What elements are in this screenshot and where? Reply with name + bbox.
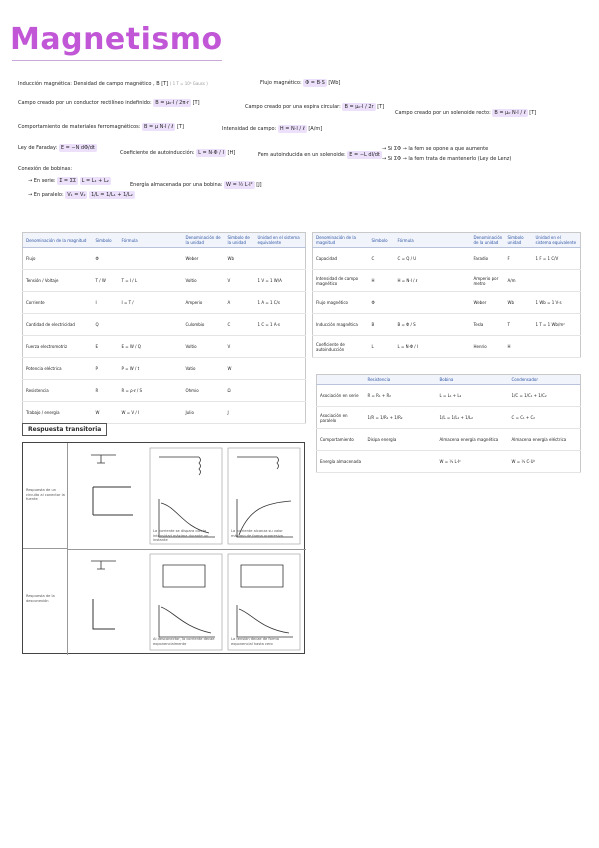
cell [533,336,581,358]
cell: Culombio [183,314,225,336]
cell: C = C₁ + C₂ [509,407,581,429]
note-faraday [18,145,97,152]
cell: L [369,336,395,358]
page-title: Magnetismo [10,22,223,57]
table-row [313,292,581,314]
faraday-text: Ley de Faraday: [18,145,58,151]
flujo-formula: Φ = B·S [305,80,325,86]
note-fem [258,152,382,159]
note-ferro [18,124,184,131]
cell: Cantidad de electricidad [23,314,93,336]
cell: C = Q / U [395,248,471,270]
cell: Voltio [183,270,225,292]
autoinduccion-unit: [H] [227,150,236,156]
cell: H [369,270,395,292]
table-units-left [22,232,306,424]
note-intensidad [222,126,322,133]
cell: B [369,314,395,336]
th-simbolo-unidad: Símbolo unidad [505,233,533,248]
note-autoinduccion [120,150,235,157]
cell [533,270,581,292]
cell: Φ [93,248,119,270]
table-row [317,429,581,451]
cell: Disipa energía [365,429,437,451]
table-row [23,380,306,402]
table-row [317,407,581,429]
fem-note2-text: → Si ΣΦ → la fem trata de mantenerlo [382,156,477,162]
row2-label: Respuesta de la desconexión [26,594,55,603]
cell: Flujo [23,248,93,270]
cell: R = ρ·ℓ / S [119,380,183,402]
cell: T / W [93,270,119,292]
campo-conductor-formula: B = μ₀·I / 2π·r [155,100,190,106]
cell: A/m [505,270,533,292]
th-magnitud: Denominación de la magnitud [313,233,369,248]
row-divider [68,549,306,550]
faraday-formula: E = −N dΦ/dt [60,145,95,151]
cell: E = W / Q [119,336,183,358]
table-row [313,270,581,292]
th-unidad: Denominación de la unidad [471,233,505,248]
lenz-text: (Ley de Lenz) [477,156,512,162]
note-induccion [18,80,208,88]
diagram-r2-resistor [71,553,145,651]
th-formula: Fórmula [119,233,183,248]
energia-formula: W = ½ L·I² [226,182,253,188]
row1-label-cell [23,443,68,549]
cell: E [93,336,119,358]
respuesta-grid [22,442,305,654]
induccion-small: ( 1 T = 10⁴ Gauss ) [169,81,208,86]
cell: 1 V = 1 W/A [255,270,306,292]
cell: W = ½ C·U² [509,451,581,473]
note-paralelo [28,192,135,199]
paralelo-label: → En paralelo: [28,192,64,198]
th-bobina: Bobina [437,375,509,385]
cell [255,248,306,270]
note-campo-solenoide [395,110,536,117]
campo-conductor-text: Campo creado por un conductor rectilíneo indefinido: [18,100,152,106]
cell [255,358,306,380]
serie-label: → En serie: [28,178,56,184]
row1-label: Respuesta de un circuito al conectar la fuente [26,488,65,502]
row2-label-cell [23,549,68,655]
cell: H [505,336,533,358]
th-simbolo-unidad: Símbolo de la unidad [225,233,255,248]
autoinduccion-formula: L = N·Φ / I [198,150,224,156]
cell: Flujo magnético [313,292,369,314]
note-flujo [260,80,340,87]
cell [255,336,306,358]
table-row [23,270,306,292]
paralelo-formula2: 1/L = 1/L₁ + 1/L₂ [91,192,133,198]
cell: Coeficiente de autoinducción [313,336,369,358]
note-energia [130,182,262,189]
fem-text: Fem autoinducida en un solenoide: [258,152,346,158]
table-row [313,248,581,270]
cell: W = ½ L·I² [437,451,509,473]
table-header-row [313,233,581,248]
cell [119,248,183,270]
campo-conductor-unit: [T] [192,100,200,106]
row-head: Asociación en paralelo [317,407,365,429]
autoinduccion-text: Coeficiente de autoinducción: [120,150,195,156]
intensidad-unit: [A/m] [308,126,323,132]
table-units-right [312,232,581,358]
cell: Wb [225,248,255,270]
cell: 1 F = 1 C/V [533,248,581,270]
respuesta-title: Respuesta transitoria [22,423,107,436]
cell: 1/R = 1/R₁ + 1/R₂ [365,407,437,429]
intensidad-text: Intensidad de campo: [222,126,277,132]
flujo-unit: [Wb] [328,80,341,86]
cell: Almacena energía eléctrica [509,429,581,451]
cell [365,451,437,473]
cell: 1 A = 1 C/s [255,292,306,314]
cell: P [93,358,119,380]
cell: Wb [505,292,533,314]
cell: B = Φ / S [395,314,471,336]
serie-formula1: Σ = ΣΣ [59,178,77,184]
cell: Julio [183,402,225,424]
table-row [313,336,581,358]
campo-espira-formula: B = μ₀·I / 2r [344,104,374,110]
cell [255,380,306,402]
cell: Tesla [471,314,505,336]
note-serie [28,178,111,185]
cell [395,292,471,314]
note-conexion: Conexión de bobinas: [18,166,73,172]
table-row [23,314,306,336]
note-fem-1: → Si ΣΦ → la fem se opone a que aumente [382,146,489,152]
cell: Ohmio [183,380,225,402]
fem-formula: E = −L dI/dt [349,152,380,158]
cell: Q [93,314,119,336]
cell: 1 T = 1 Wb/m² [533,314,581,336]
ferro-unit: [T] [176,124,184,130]
th-simbolo: Símbolo [93,233,119,248]
th-formula: Fórmula [395,233,471,248]
cell: W [225,358,255,380]
table-row [317,385,581,407]
cell: Amperio por metro [471,270,505,292]
energia-unit: [J] [256,182,262,188]
cell: Henrio [471,336,505,358]
induccion-text: Inducción magnética: Densidad de campo magnético , B [T] [18,81,169,87]
cell: 1 C = 1 A·s [255,314,306,336]
th-empty [317,375,365,385]
table-row [23,292,306,314]
paralelo-formula1: V₁ = V₂ [67,192,86,198]
cell: Tensión / Voltaje [23,270,93,292]
serie-formula2: L = L₁ + L₂ [81,178,109,184]
energia-text: Energía almacenada por una bobina: [130,182,223,188]
cell: W = V / I [119,402,183,424]
cell: V [225,336,255,358]
cell: Trabajo / energía [23,402,93,424]
table-row [313,314,581,336]
cell: F [505,248,533,270]
cell: Fuerza electromotriz [23,336,93,358]
table-row [23,336,306,358]
cell: R [93,380,119,402]
cell: I = T / [119,292,183,314]
cell: Amperio [183,292,225,314]
cell: Corriente [23,292,93,314]
cell: J [225,402,255,424]
cell: 1/C = 1/C₁ + 1/C₂ [509,385,581,407]
cell: Capacidad [313,248,369,270]
cell: I [93,292,119,314]
cell: Voltio [183,336,225,358]
cell: C [225,314,255,336]
campo-espira-unit: [T] [377,104,385,110]
cell: P = W / t [119,358,183,380]
th-resistencia: Resistencia [365,375,437,385]
caption-a: La corriente se dispara con la intensidad máxima durante un instante [153,529,209,543]
ferro-formula: B = μ N·I / ℓ [144,124,174,130]
cell: H = N·I / ℓ [395,270,471,292]
cell: Faradio [471,248,505,270]
cell: Potencia eléctrica [23,358,93,380]
table-row [317,451,581,473]
cell: A [225,292,255,314]
campo-espira-text: Campo creado por una espira circular: [245,104,341,110]
cell: 1 Wb = 1 V·s [533,292,581,314]
cell: Vatio [183,358,225,380]
row-head: Energía almacenada [317,451,365,473]
cell: L = N·Φ / I [395,336,471,358]
th-unidad: Denominación de la unidad [183,233,225,248]
th-equivalente: Unidad en el sistema equivalente [533,233,581,248]
note-campo-espira [245,104,384,111]
caption-c: Al desconectar, la corriente decae exponencialmente [153,637,215,646]
table-header-row [23,233,306,248]
cell: Almacena energía magnética [437,429,509,451]
cell: 1/L = 1/L₁ + 1/L₂ [437,407,509,429]
cell: Φ [369,292,395,314]
intensidad-formula: H = N·I / ℓ [279,126,305,132]
campo-solenoide-formula: B = μ₀ N·I / ℓ [494,110,526,116]
row-head: Asociación en serie [317,385,365,407]
table-row [23,402,306,424]
ferro-text: Comportamiento de materiales ferromagnéticos: [18,124,141,130]
cell: T [505,314,533,336]
note-fem-2 [382,156,511,163]
table-row [23,358,306,380]
caption-b: La corriente alcanza su valor máximo de forma progresiva [231,529,283,538]
cell: Inducción magnética [313,314,369,336]
campo-solenoide-text: Campo creado por un solenoide recto: [395,110,491,116]
cell: L = L₁ + L₂ [437,385,509,407]
cell: Resistencia [23,380,93,402]
table-header-row [317,375,581,385]
th-simbolo: Símbolo [369,233,395,248]
campo-solenoide-unit: [T] [529,110,537,116]
cell: Ω [225,380,255,402]
table-components [316,374,581,473]
row-head: Comportamiento [317,429,365,451]
caption-d: La tensión decae de forma exponencial hasta cero [231,637,279,646]
cell [255,402,306,424]
note-campo-conductor [18,100,200,107]
flujo-label: Flujo magnético: [260,80,302,86]
cell: T = I / L [119,270,183,292]
title-underline [12,60,222,61]
cell: R = R₁ + R₂ [365,385,437,407]
cell: C [369,248,395,270]
th-condensador: Condensador [509,375,581,385]
cell: V [225,270,255,292]
cell [119,314,183,336]
th-equivalente: Unidad en el sistema equivalente [255,233,306,248]
diagram-r1-resistor [71,447,145,545]
cell: Weber [471,292,505,314]
table-row [23,248,306,270]
th-magnitud: Denominación de la magnitud [23,233,93,248]
cell: W [93,402,119,424]
cell: Weber [183,248,225,270]
cell: Intensidad de campo magnético [313,270,369,292]
